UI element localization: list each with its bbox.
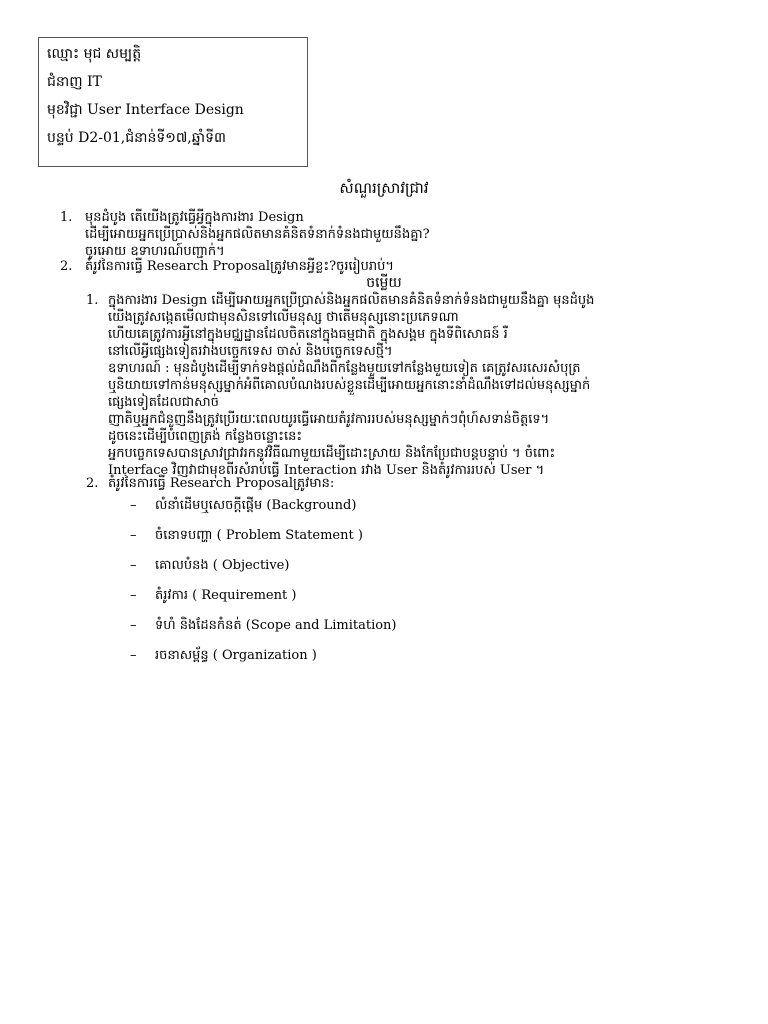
answer-heading: ចម្លើយ xyxy=(366,275,402,291)
requirement-text: រចនាសម្ព័ន្ធ ( Organization ) xyxy=(155,648,317,663)
student-name: ឈ្មោះ មុជ សម្បត្តិ xyxy=(47,46,142,62)
bullet-dash: – xyxy=(130,528,137,543)
question-text: មុនដំបូង តើយើងត្រូវធ្វើអ្វីក្នុងការងារ Design ដើម្បីអោយអ្នកប្រើប្រាស់និងអ្នកផលិតមានគំនិតទំនាក់ទំនងជាមួយនឹងគ្នា? ចូរអោយ ឧទាហរណ៍បញ្ជាក់។ xyxy=(85,210,430,259)
bullet-dash: – xyxy=(130,588,137,603)
bullet-dash: – xyxy=(130,558,137,573)
answer-text: តំរូវនៃការធ្វើ Research Proposalត្រូវមាន: xyxy=(108,476,335,491)
bullet-dash: – xyxy=(130,498,137,513)
requirement-text: លំនាំដើមឬសេចក្តីផ្តើម (Background) xyxy=(155,498,357,513)
student-major: ជំនាញ IT xyxy=(47,74,102,90)
question-text: តំរូវនៃការធ្វើ Research Proposalត្រូវមានអ្វីខ្លះ?ចូររៀបរាប់។ xyxy=(85,259,394,274)
student-info-box xyxy=(38,37,308,167)
question-number: 1. xyxy=(60,210,73,225)
question-number: 2. xyxy=(60,259,73,274)
requirement-text: តំរូវការ ( Requirement ) xyxy=(155,588,297,603)
page-title: សំណួរស្រាវជ្រាវ xyxy=(339,179,429,197)
requirement-text: ចំនោទបញ្ហា ( Problem Statement ) xyxy=(155,528,363,543)
subject-name: មុខវិជ្ជា User Interface Design xyxy=(47,102,244,118)
bullet-dash: – xyxy=(130,648,137,663)
bullet-dash: – xyxy=(130,618,137,633)
requirement-text: គោលបំនង ( Objective) xyxy=(155,558,290,573)
answer-text: ក្នុងការងារ Design ដើម្បីអោយអ្នកប្រើប្រាស់និងអ្នកផលិតមានគំនិតទំនាក់ទំនងជាមួយនឹងគ្នា មុនដំបូង យើងត្រូវសង្កេតមើលជាមុនសិនទៅលើមនុស្ស ថាតើមនុស្សនោះប្រភេទណា ហើយគេត្រូវការអ្វីនៅក្នុងមជ្ឈដ្ឋានដែលចិតនៅក្នុងធម្មជាតិ ក្នុងសង្គម ក្នុងទីពិសោធន៍ រឺ នៅលើអ្វីផ្សេងទៀតរវាងបច្ចេកទេស ចាស់ និងបច្ចេកទេសថ្មី។ ឧទាហរណ៍ : មុនដំបូងដើម្បីទាក់ទងផ្តល់ដំណឹងពីកន្លែងមួយទៅកន្លែងមួយទៀត គេត្រូវសរសេរសំបុត្រ ឬនិយាយទៅកាន់មនុស្សម្នាក់អំពីគោលបំណងរបស់ខ្លួនដើម្បីអោយអ្នកនោះនាំដំណឹងទៅដល់មនុស្សម្នាក់ ផ្សេងទៀតដែលជាសាច់ ញាតិឬអ្នកជំនួញនឹងត្រូវប្រើរយៈពេលយូរធ្វើអោយតំរូវការរបស់មនុស្សម្នាក់ៗពុំហ៍សទាន់ចិត្តទេ។ ដូចនេះដើម្បីបំពេញត្រង់ កន្លែងចន្លោះនេះ អ្នកបច្ចេកទេសបានស្រាវជ្រាវរកនូវវិធីណាមួយដើម្បីដោះស្រាយ និងកែប្រែជាបន្តបន្ទាប់ ។ ចំពោះ Interface វិញវាជាមុខពីរសំរាប់ធ្វើ Interaction រវាង User និងតំរូវការរបស់ User ។ xyxy=(108,293,595,478)
requirement-text: ទំហំ និងដែនកំនត់ (Scope and Limitation) xyxy=(155,618,397,633)
room-info: បន្ទប់ D2-01,ជំនាន់ទី១៧,ឆ្នាំទី៣ xyxy=(47,130,226,146)
answer-number: 2. xyxy=(86,476,99,491)
answer-number: 1. xyxy=(86,293,99,308)
